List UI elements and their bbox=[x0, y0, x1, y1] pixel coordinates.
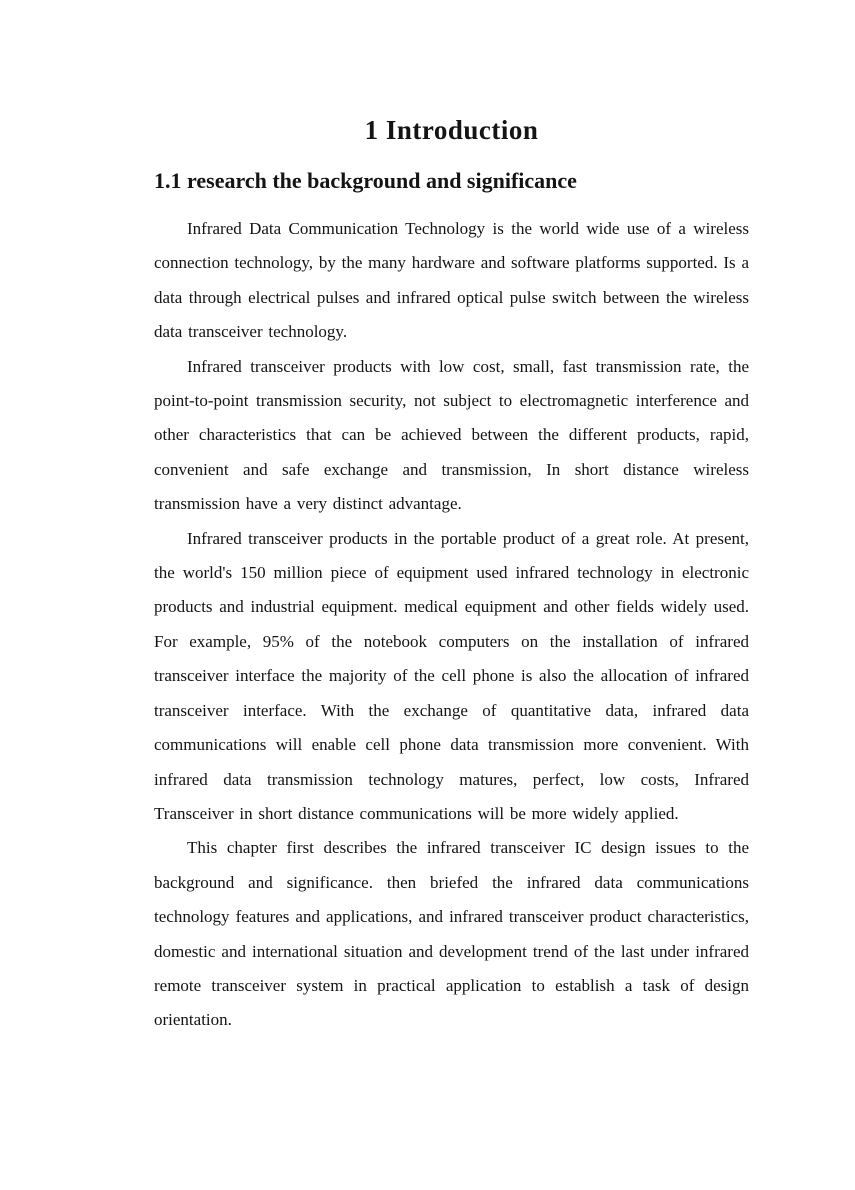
paragraph-intro-technology: Infrared Data Communication Technology is the world wide use of a wireless connection technology, by the many hardware and software platforms supported. Is a data through electrical pulses and infrared optical pulse switch between the wireless data transceiver technology. bbox=[154, 219, 749, 342]
page-content bbox=[154, 112, 749, 1038]
chapter-title: 1 Introduction bbox=[364, 115, 539, 145]
paragraph-product-advantages: Infrared transceiver products with low cost, small, fast transmission rate, the point-to-point transmission security, not subject to electromagnetic interference and other characteristics that can be achieved between the different products, rapid, convenient and safe exchange and transmission, In short distance wireless transmission have a very distinct advantage. bbox=[154, 356, 749, 514]
paragraph-chapter-overview: This chapter first describes the infrared transceiver IC design issues to the background and significance. then briefed the infrared data communications technology features and applications, and infrared transceiver product characteristics, domestic and international situation and development trend of the last under infrared remote transceiver system in practical application to establish a task of design orientation. bbox=[154, 838, 749, 1030]
paragraph-portable-products: Infrared transceiver products in the portable product of a great role. At present, the world's 150 million piece of equipment used infrared technology in electronic products and industrial equipment. medical equipment and other fields widely used. For example, 95% of the notebook computers on the installation of infrared transceiver interface the majority of the cell phone is also the allocation of infrared transceiver interface. With the exchange of quantitative data, infrared data communications will enable cell phone data transmission more convenient. With infrared data transmission technology matures, perfect, low costs, Infrared Transceiver in short distance communications will be more widely applied. bbox=[154, 528, 749, 823]
section-heading: 1.1 research the background and significance bbox=[154, 168, 577, 193]
